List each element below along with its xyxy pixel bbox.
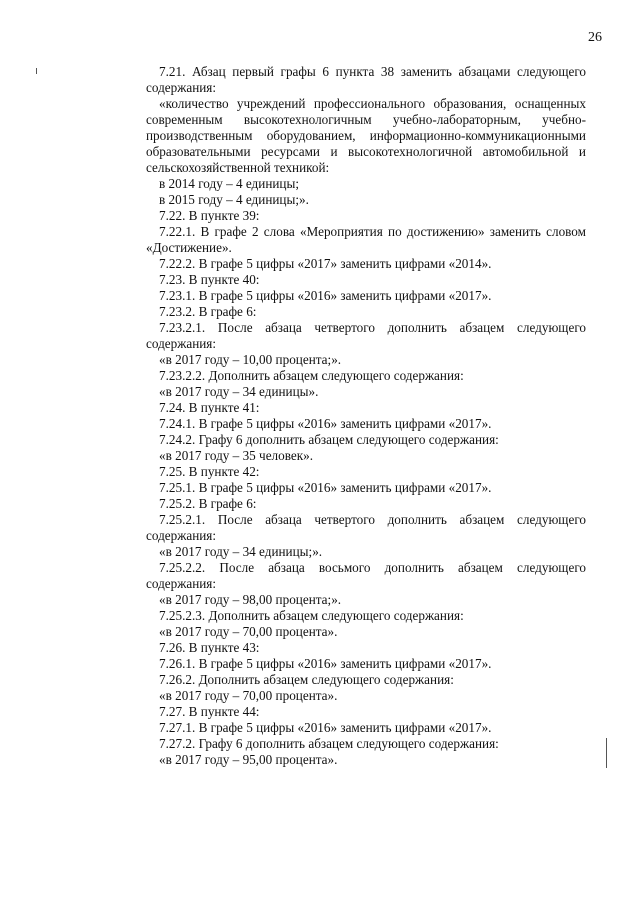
- paragraph: 7.23.2.1. После абзаца четвертого дополнить абзацем следующего содержания:: [146, 320, 586, 351]
- paragraph: 7.23.2.2. Дополнить абзацем следующего содержания:: [159, 368, 464, 383]
- paragraph: 7.25. В пункте 42:: [159, 464, 260, 479]
- document-body: [146, 64, 586, 768]
- paragraph: в 2015 году – 4 единицы;».: [159, 192, 309, 207]
- paragraph: «в 2017 году – 34 единицы;».: [159, 544, 323, 559]
- paragraph: 7.22.2. В графе 5 цифры «2017» заменить цифрами «2014».: [159, 256, 492, 271]
- paragraph: 7.23. В пункте 40:: [159, 272, 260, 287]
- paragraph: «количество учреждений профессионального образования, оснащенных современным высокотехнологичным учебно-лабораторным, учебно-производственным оборудованием, информационно-коммуникационными образовательными ресурсами и высокотехнологичной автомобильной и сельскохозяйственной техникой:: [146, 96, 586, 175]
- paragraph: «в 2017 году – 34 единицы».: [159, 384, 319, 399]
- paragraph: 7.23.2. В графе 6:: [159, 304, 257, 319]
- paragraph: «в 2017 году – 35 человек».: [159, 448, 314, 463]
- paragraph: «в 2017 году – 98,00 процента;».: [159, 592, 342, 607]
- paragraph: 7.25.2.3. Дополнить абзацем следующего содержания:: [159, 608, 464, 623]
- paragraph: 7.25.1. В графе 5 цифры «2016» заменить цифрами «2017».: [159, 480, 492, 495]
- paragraph: 7.21. Абзац первый графы 6 пункта 38 заменить абзацами следующего содержания:: [146, 64, 586, 95]
- paragraph: 7.22.1. В графе 2 слова «Мероприятия по достижению» заменить словом «Достижение».: [146, 224, 586, 255]
- paragraph: «в 2017 году – 95,00 процента».: [159, 752, 338, 767]
- paragraph: 7.27.1. В графе 5 цифры «2016» заменить цифрами «2017».: [159, 720, 492, 735]
- paragraph: «в 2017 году – 70,00 процента».: [159, 624, 338, 639]
- paragraph: 7.24.1. В графе 5 цифры «2016» заменить цифрами «2017».: [159, 416, 492, 431]
- scan-mark-right: [606, 738, 607, 768]
- paragraph: 7.26.1. В графе 5 цифры «2016» заменить цифрами «2017».: [159, 656, 492, 671]
- paragraph: в 2014 году – 4 единицы;: [159, 176, 300, 191]
- paragraph: 7.25.2.1. После абзаца четвертого дополнить абзацем следующего содержания:: [146, 512, 586, 543]
- paragraph: 7.22. В пункте 39:: [159, 208, 260, 223]
- paragraph: 7.24. В пункте 41:: [159, 400, 260, 415]
- paragraph: «в 2017 году – 70,00 процента».: [159, 688, 338, 703]
- paragraph: 7.26. В пункте 43:: [159, 640, 260, 655]
- paragraph: 7.25.2.2. После абзаца восьмого дополнить абзацем следующего содержания:: [146, 560, 586, 591]
- paragraph: 7.24.2. Графу 6 дополнить абзацем следующего содержания:: [159, 432, 499, 447]
- paragraph: 7.27.2. Графу 6 дополнить абзацем следующего содержания:: [159, 736, 499, 751]
- paragraph: 7.26.2. Дополнить абзацем следующего содержания:: [159, 672, 454, 687]
- paragraph: «в 2017 году – 10,00 процента;».: [159, 352, 342, 367]
- page-number: 26: [588, 30, 602, 45]
- paragraph: 7.27. В пункте 44:: [159, 704, 260, 719]
- scan-mark-left: [36, 68, 37, 74]
- paragraph: 7.23.1. В графе 5 цифры «2016» заменить цифрами «2017».: [159, 288, 492, 303]
- paragraph: 7.25.2. В графе 6:: [159, 496, 257, 511]
